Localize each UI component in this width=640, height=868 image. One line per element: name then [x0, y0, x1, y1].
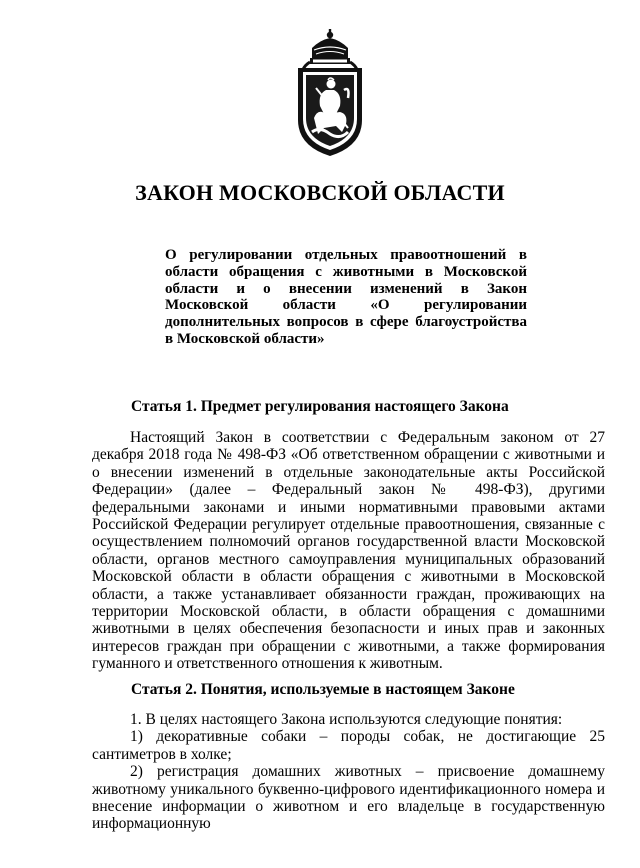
article-2-heading: Статья 2. Понятия, используемые в настоящем Законе	[131, 681, 515, 698]
article-2-item-1-2: 2) регистрация домашних животных – присвоение домашнему животному уникального буквенно-цифрового идентификационного номера и внесение информации о животном и его владельце в государственную информационную	[92, 763, 605, 833]
article-2-item-1: 1. В целях настоящего Закона используются следующие понятия:	[130, 711, 563, 728]
article-1-paragraph: Настоящий Закон в соответствии с Федеральным законом от 27 декабря 2018 года № 498-ФЗ «Об ответственном обращении с животными и о внесении изменений в отдельные законодательные акты Российской Федерации» (далее – Федеральный закон № 498-ФЗ), другими федеральными законами и иными нормативными правовыми актами Российской Федерации регулирует отдельные правоотношения, связанные с осуществлением полномочий органов государственной власти Московской области, органов местного самоуправления муниципальных образований Московской области в области обращения с животными в Московской области, а также устанавливает обязанности граждан, проживающих на территории Московской области, в области обращения с домашними животными в целях обеспечения безопасности и иных прав и законных интересов граждан при обращении с животными, а также формирования гуманного и ответственного отношения к животным.	[92, 429, 605, 673]
law-subject: О регулировании отдельных правоотношений в области обращения с животными в Московской области и о внесении изменений в Закон Московской области «О регулировании дополнительных вопросов в сфере благоустройства в Московской области»	[165, 247, 527, 347]
article-2-body	[92, 711, 605, 833]
coat-of-arms-icon	[290, 28, 370, 160]
article-2-item-1-1: 1) декоративные собаки – породы собак, не достигающие 25 сантиметров в холке;	[92, 728, 605, 763]
article-1-heading: Статья 1. Предмет регулирования настоящего Закона	[131, 398, 509, 415]
law-title: ЗАКОН МОСКОВСКОЙ ОБЛАСТИ	[135, 180, 505, 205]
